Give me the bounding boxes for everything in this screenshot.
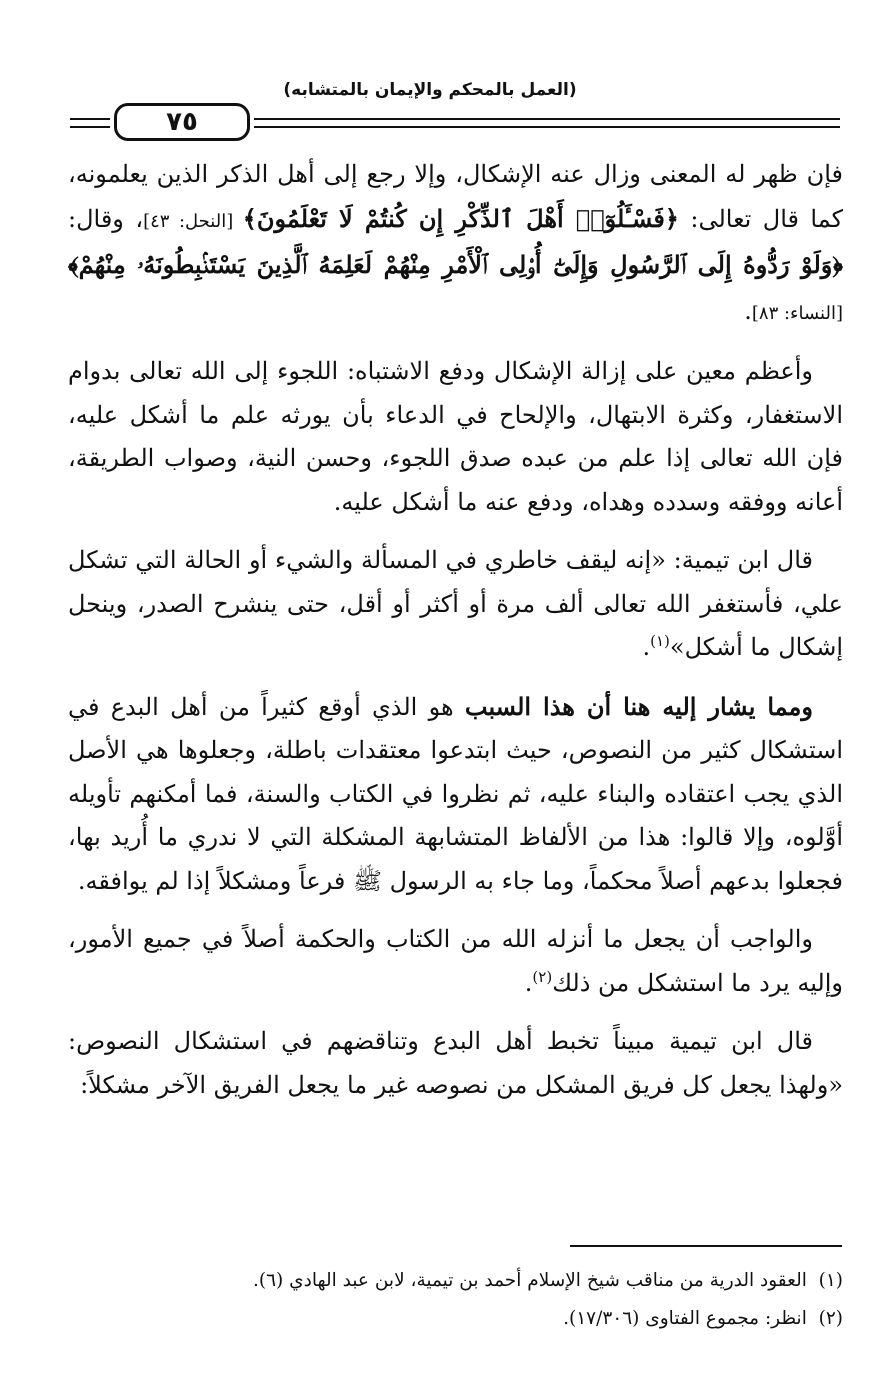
footnote-marker[interactable]: (٢) [532,967,553,986]
footnote-number: (١) [818,1270,843,1291]
body-text [68,153,843,1122]
text-run: ، وقال: [68,204,144,233]
running-title: (العمل بالمحكم والإيمان بالمتشابه) [283,80,577,100]
footnote-text: انظر: مجموع الفتاوى (١٧/٣٠٦). [563,1308,807,1329]
footnote [68,1262,843,1300]
quran-verse: ﴿وَلَوْ رَدُّوهُ إِلَى ٱلرَّسُولِ وَإِلَىٰٓ أُو۟لِى ٱلْأَمْرِ مِنْهُمْ لَعَلِمَهُ ٱلَّذِينَ يَسْتَنۢبِطُونَهُۥ مِنْهُمْ﴾ [68,250,843,279]
footnote [68,1300,843,1338]
paragraph [68,153,843,335]
verse-reference: [النحل: ٤٣] [143,210,243,232]
header-rule [70,100,840,150]
bold-lead: ومما يشار إليه هنا أن هذا السبب [464,691,813,721]
paragraph [68,539,843,670]
footnote-number: (٢) [818,1308,843,1329]
page-number-badge [114,103,250,141]
quran-verse: ﴿فَسْـَٔلُوٓا۟ أَهْلَ ٱلذِّكْرِ إِن كُنتُمْ لَا تَعْلَمُونَ﴾ [242,203,679,233]
text-run: . [524,968,533,997]
footnotes [68,1262,843,1338]
footnote-marker[interactable]: (١) [650,632,670,650]
text-run: فإن ظهر له المعنى وزال عنه الإشكال، وإلا رجع إلى أهل الذكر الذين يعلمونه، كما قال تعالى: [68,160,844,233]
text-run: والواجب أن يجعل ما أنزله الله من الكتاب والحكمة أصلاً في جميع الأمور، وإليه يرد ما استشكل من ذلك [68,925,843,997]
paragraph: وأعظم معين على إزالة الإشكال ودفع الاشتباه: اللجوء إلى الله تعالى بدوام الاستغفار، وكثرة الابتهال، والإلحاح في الدعاء بأن يورثه علم ما أشكل عليه، فإن الله تعالى إذا علم من عبده صدق اللجوء، وحسن النية، وصواب الطريقة، أعانه ووفقه وسدده وهداه، ودفع عنه ما أشكل عليه. [68,357,843,516]
footnote-text: العقود الدرية من مناقب شيخ الإسلام أحمد بن تيمية، لابن عبد الهادي (٦). [252,1270,807,1291]
page-number: ٧٥ [166,107,198,137]
paragraph [68,685,843,904]
text-run: . [744,296,752,325]
paragraph [68,918,843,1005]
paragraph: قال ابن تيمية مبيناً تخبط أهل البدع وتناقضهم في استشكال النصوص: «ولهذا يجعل كل فريق المشكل من نصوصه غير ما يجعل الفريق الآخر مشكلاً: [68,1027,843,1099]
text-run: قال ابن تيمية: «إنه ليقف خاطري في المسألة والشيء أو الحالة التي تشكل علي، فأستغفر الله تعالى ألف مرة أو أكثر أو أقل، حتى ينشرح الصدر، وينحل إشكال ما أشكل» [68,546,843,661]
footnote-separator [570,1245,842,1247]
text-run: . [642,633,651,661]
verse-reference: [النساء: ٨٣] [751,302,843,324]
text-run: هو الذي أوقع كثيراً من أهل البدع في استشكال كثير من النصوص، حيث ابتدعوا معتقدات باطلة، وجعلوها هي الأصل الذي يجب اعتقاده والبناء عليه، ثم نظروا في الكتاب والسنة، فما أمكنهم تأويله أوَّلوه، وإلا قالوا: هذا من الألفاظ المتشابهة المشكلة التي لا ندري ما أُريد بها، فجعلوا بدعهم أصلاً محكماً، وما جاء به الرسول ﷺ فرعاً ومشكلاً إذا لم يوافقه. [68,692,843,895]
